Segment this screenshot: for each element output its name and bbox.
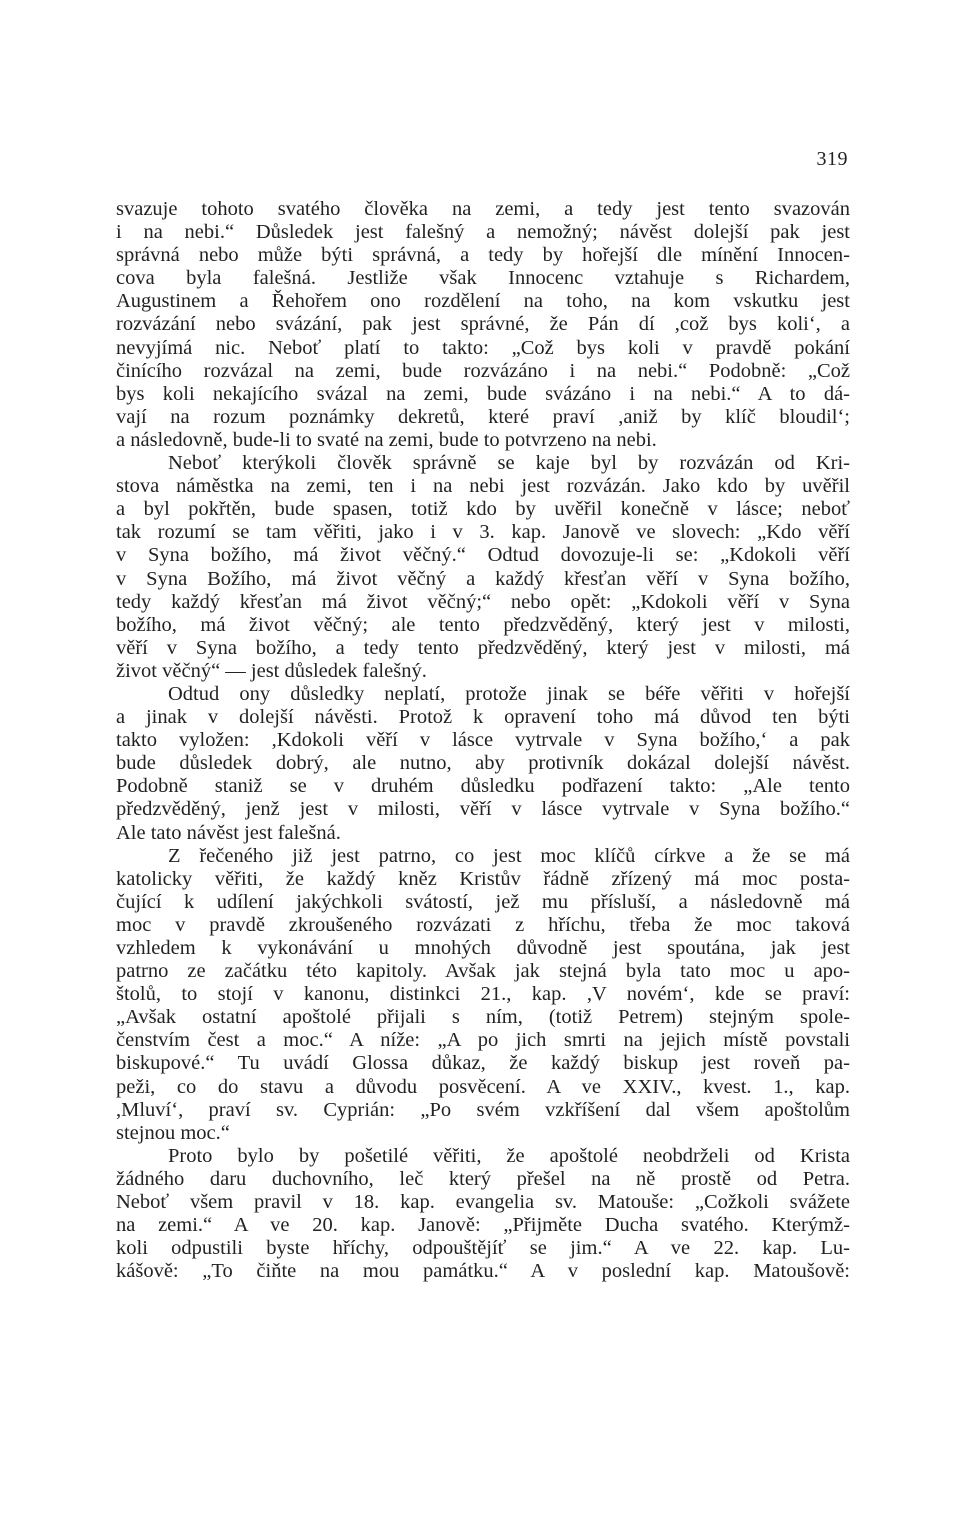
text-line: Z řečeného již jest patrno, co jest moc klíčů církve a že se má — [168, 844, 850, 867]
text-line: Ale tato návěst jest falešná. — [116, 821, 341, 844]
text-line: čenstvím čest a moc.“ A níže: „A po jich smrti na jejich místě povstali — [116, 1029, 850, 1052]
text-line: stejnou moc.“ — [116, 1121, 230, 1144]
text-line: předzvěděný, jenž jest v milosti, věří v lásce vytrvale v Syna božího.“ — [116, 798, 850, 821]
text-line: Neboť všem pravil v 18. kap. evangelia sv. Matouše: „Cožkoli svážete — [116, 1191, 850, 1214]
text-line: biskupové.“ Tu uvádí Glossa důkaz, že každý biskup jest roveň pa- — [116, 1052, 850, 1075]
text-line: „Avšak ostatní apoštolé přijali s ním, (totiž Petrem) stejným spole- — [116, 1006, 850, 1029]
text-line: patrno ze začátku této kapitoly. Avšak jak stejná byla tato moc u apo- — [116, 960, 850, 983]
text-line: i na nebi.“ Důsledek jest falešný a nemožný; návěst dolejší pak jest — [116, 221, 850, 244]
text-line: čující k udílení jakýchkoli svátostí, jež mu přísluší, a následovně má — [116, 890, 850, 913]
text-line: tedy každý křesťan má život věčný;“ nebo opět: „Kdokoli věří v Syna — [116, 590, 850, 613]
text-line: a následovně, bude-li to svaté na zemi, bude to potvrzeno na nebi. — [116, 428, 657, 451]
text-line: věří v Syna božího, a tedy tento předzvěděný, který jest v milosti, má — [116, 636, 850, 659]
text-line: žádného daru duchovního, leč který přešel na ně prostě od Petra. — [116, 1167, 850, 1190]
text-line: kášově: „To čiňte na mou památku.“ A v poslední kap. Matoušově: — [116, 1260, 850, 1283]
text-line: Proto bylo by pošetilé věřiti, že apoštolé neobdrželi od Krista — [168, 1144, 850, 1167]
text-line: štolů, to stojí v kanonu, distinkci 21., kap. ,V novém‘, kde se praví: — [116, 983, 850, 1006]
text-line: vají na rozum poznámky dekretů, které praví ,aniž by klíč bloudil‘; — [116, 405, 850, 428]
text-line: správná nebo může býti správná, a tedy by hořejší dle mínění Innocen- — [116, 244, 850, 267]
text-line: božího, má život věčný; ale tento předzvěděný, který jest v milosti, — [116, 613, 850, 636]
text-line: rozvázání nebo svázání, pak jest správné, že Pán dí ,což bys koli‘, a — [116, 313, 850, 336]
text-line: na zemi.“ A ve 20. kap. Janově: „Přijměte Ducha svatého. Kterýmž- — [116, 1214, 850, 1237]
text-line: svazuje tohoto svatého člověka na zemi, a tedy jest tento svazován — [116, 198, 850, 220]
text-line: koli odpustili byste hříchy, odpouštějíť se jim.“ A ve 22. kap. Lu- — [116, 1237, 850, 1260]
text-line: v Syna božího, má život věčný.“ Odtud dovozuje-li se: „Kdokoli věří — [116, 544, 850, 567]
text-line: peži, co do stavu a důvodu posvěcení. A ve XXIV., kvest. 1., kap. — [116, 1075, 850, 1098]
text-line: Augustinem a Řehořem ono rozdělení na toho, na kom vskutku jest — [116, 290, 850, 313]
text-line: Neboť kterýkoli člověk správně se kaje byl by rozvázán od Kri- — [168, 452, 850, 475]
text-line: bude důsledek dobrý, ale nutno, aby protivník dokázal dolejší návěst. — [116, 752, 850, 775]
text-line: nevyjímá nic. Neboť platí to takto: „Což bys koli v pravdě pokání — [116, 336, 850, 359]
body-text — [116, 198, 850, 1283]
text-line: činícího rozvázal na zemi, bude rozvázáno i na nebi.“ Podobně: „Což — [116, 359, 850, 382]
text-line: a jinak v dolejší návěsti. Protož k opravení toho má důvod ten býti — [116, 706, 850, 729]
text-line: takto vyložen: ,Kdokoli věří v lásce vytrvale v Syna božího,‘ a pak — [116, 729, 850, 752]
text-line: a byl pokřtěn, bude spasen, totiž kdo by uvěřil konečně v lásce; neboť — [116, 498, 850, 521]
text-line: cova byla falešná. Jestliže však Innocenc vztahuje s Richardem, — [116, 267, 850, 290]
text-line: moc v pravdě zkroušeného rozvázati z hříchu, třeba že moc taková — [116, 913, 850, 936]
page-number: 319 — [816, 148, 848, 170]
text-line: tak rozumí se tam věřiti, jako i v 3. kap. Janově ve slovech: „Kdo věří — [116, 521, 850, 544]
text-line: stova náměstka na zemi, ten i na nebi jest rozvázán. Jako kdo by uvěřil — [116, 475, 850, 498]
text-line: život věčný“ — jest důsledek falešný. — [116, 659, 427, 682]
text-line: v Syna Božího, má život věčný a každý křesťan věří v Syna božího, — [116, 567, 850, 590]
text-line: katolicky věřiti, že každý kněz Kristův řádně zřízený má moc posta- — [116, 867, 850, 890]
text-line: Podobně staniž se v druhém důsledku podřazení takto: „Ale tento — [116, 775, 850, 798]
text-line: ,Mluví‘, praví sv. Cyprián: „Po svém vzkříšení dal všem apoštolům — [116, 1098, 850, 1121]
text-line: bys koli nekajícího svázal na zemi, bude svázáno i na nebi.“ A to dá- — [116, 382, 850, 405]
text-line: vzhledem k vykonávání u mnohých důvodně jest spoutána, jak jest — [116, 937, 850, 959]
text-line: Odtud ony důsledky neplatí, protože jinak se béře věřiti v hořejší — [168, 682, 850, 705]
